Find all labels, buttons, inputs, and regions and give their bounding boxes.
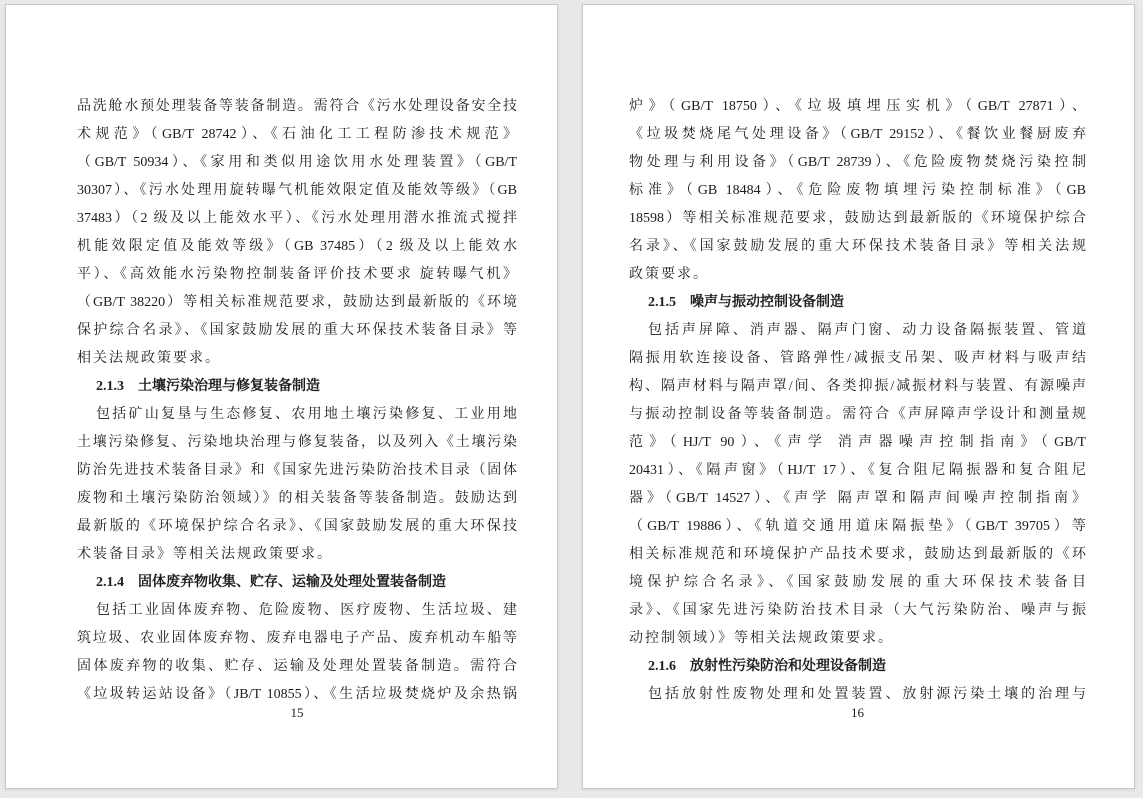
text-line: 政策要求。 [629,267,709,282]
text-line: 废物和土壤污染防治领域）》的相关装备等装备制造。鼓励达到 [77,491,517,506]
text-line: 相关标准规范和环境保护产品技术要求，鼓励达到最新版的《环 [629,547,1086,562]
text-line: 包括声屏障、消声器、隔声门窗、动力设备隔振装置、管道 [648,323,1086,338]
document-page-15 [5,4,558,789]
text-line: （GB/T 19886）、《轨道交通用道床隔振垫》（GB/T 39705）等 [629,519,1086,534]
text-line: 筑垃圾、农业固体废弃物、废弃电器电子产品、废弃机动车船等 [77,631,517,646]
text-line: 《垃圾转运站设备》（JB/T 10855）、《生活垃圾焚烧炉及余热锅 [77,687,517,702]
text-line: 包括矿山复垦与生态修复、农用地土壤污染修复、工业用地 [96,407,517,422]
text-line: 20431）、《隔声窗》（HJ/T 17）、《复合阻尼隔振器和复合阻尼 [629,463,1086,478]
text-line: 固体废弃物的收集、贮存、运输及处理处置装备制造。需符合 [77,659,517,674]
section-number: 2.1.5 [648,295,676,310]
text-line: 包括放射性废物处理和处置装置、放射源污染土壤的治理与 [648,687,1086,702]
text-line: 器》（GB/T 14527）、《声学 隔声罩和隔声间噪声控制指南》 [629,491,1086,506]
text-line: 相关法规政策要求。 [77,351,221,366]
text-line: 炉》（GB/T 18750）、《垃圾填埋压实机》（GB/T 27871）、 [629,99,1086,114]
text-line: （GB/T 50934）、《家用和类似用途饮用水处理装置》（GB/T [77,155,517,170]
text-line: 土壤污染修复、污染地块治理与修复装备，以及列入《土壤污染 [77,435,517,450]
text-line: 最新版的《环境保护综合名录》、《国家鼓励发展的重大环保技 [77,519,517,534]
section-title: 放射性污染防治和处理设备制造 [690,659,886,674]
text-line: 保护综合名录》、《国家鼓励发展的重大环保技术装备目录》等 [77,323,517,338]
section-heading [629,289,1086,317]
text-line: 境保护综合名录》、《国家鼓励发展的重大环保技术装备目 [629,575,1086,590]
text-line: 名录》、《国家鼓励发展的重大环保技术装备目录》等相关法规 [629,239,1086,254]
text-line: 《垃圾焚烧尾气处理设备》（GB/T 29152）、《餐饮业餐厨废弃 [629,127,1086,142]
section-number: 2.1.6 [648,659,676,674]
section-heading [77,569,517,597]
text-line: 录》、《国家先进污染防治技术目录（大气污染防治、噪声与振 [629,603,1086,618]
section-number: 2.1.3 [96,379,124,394]
page-number: 15 [290,705,304,720]
text-line: （GB/T 38220）等相关标准规范要求，鼓励达到最新版的《环境 [77,295,517,310]
text-line: 与振动控制设备等装备制造。需符合《声屏障声学设计和测量规 [629,407,1086,422]
text-line: 18598）等相关标准规范要求，鼓励达到最新版的《环境保护综合 [629,211,1086,226]
text-line: 防治先进技术装备目录》和《国家先进污染防治技术目录（固体 [77,463,517,478]
page-number: 16 [851,705,864,720]
section-number: 2.1.4 [96,575,124,590]
section-heading [77,373,517,401]
text-line: 机能效限定值及能效等级》（GB 37485）（2 级及以上能效水 [77,239,517,254]
text-line: 范》（HJ/T 90）、《声学 消声器噪声控制指南》（GB/T [629,435,1086,450]
text-line: 平）、《高效能水污染物控制装备评价技术要求 旋转曝气机》 [77,267,517,282]
text-line: 动控制领域）》等相关法规政策要求。 [629,631,894,646]
text-line: 30307）、《污水处理用旋转曝气机能效限定值及能效等级》（GB [77,183,517,198]
text-line: 包括工业固体废弃物、危险废物、医疗废物、生活垃圾、建 [96,603,517,618]
text-line: 37483）（2 级及以上能效水平）、《污水处理用潜水推流式搅拌 [77,211,517,226]
document-page-16 [582,4,1135,789]
page-body [77,93,517,709]
text-line: 构、隔声材料与隔声罩/间、各类抑振/减振材料与装置、有源噪声 [629,379,1086,394]
text-line: 物处理与利用设备》（GB/T 28739）、《危险废物焚烧污染控制 [629,155,1086,170]
section-title: 噪声与振动控制设备制造 [690,295,844,310]
section-title: 固体废弃物收集、贮存、运输及处理处置装备制造 [138,575,446,590]
text-line: 标准》（GB 18484）、《危险废物填埋污染控制标准》（GB [629,183,1086,198]
text-line: 术规范》（GB/T 28742）、《石油化工工程防渗技术规范》 [77,127,517,142]
text-line: 隔振用软连接设备、管路弹性/减振支吊架、吸声材料与吸声结 [629,351,1086,366]
section-heading [629,653,1086,681]
text-line: 术装备目录》等相关法规政策要求。 [77,547,333,562]
text-line: 品洗舱水预处理装备等装备制造。需符合《污水处理设备安全技 [77,99,517,114]
section-title: 土壤污染治理与修复装备制造 [138,379,320,394]
page-body [629,93,1086,709]
